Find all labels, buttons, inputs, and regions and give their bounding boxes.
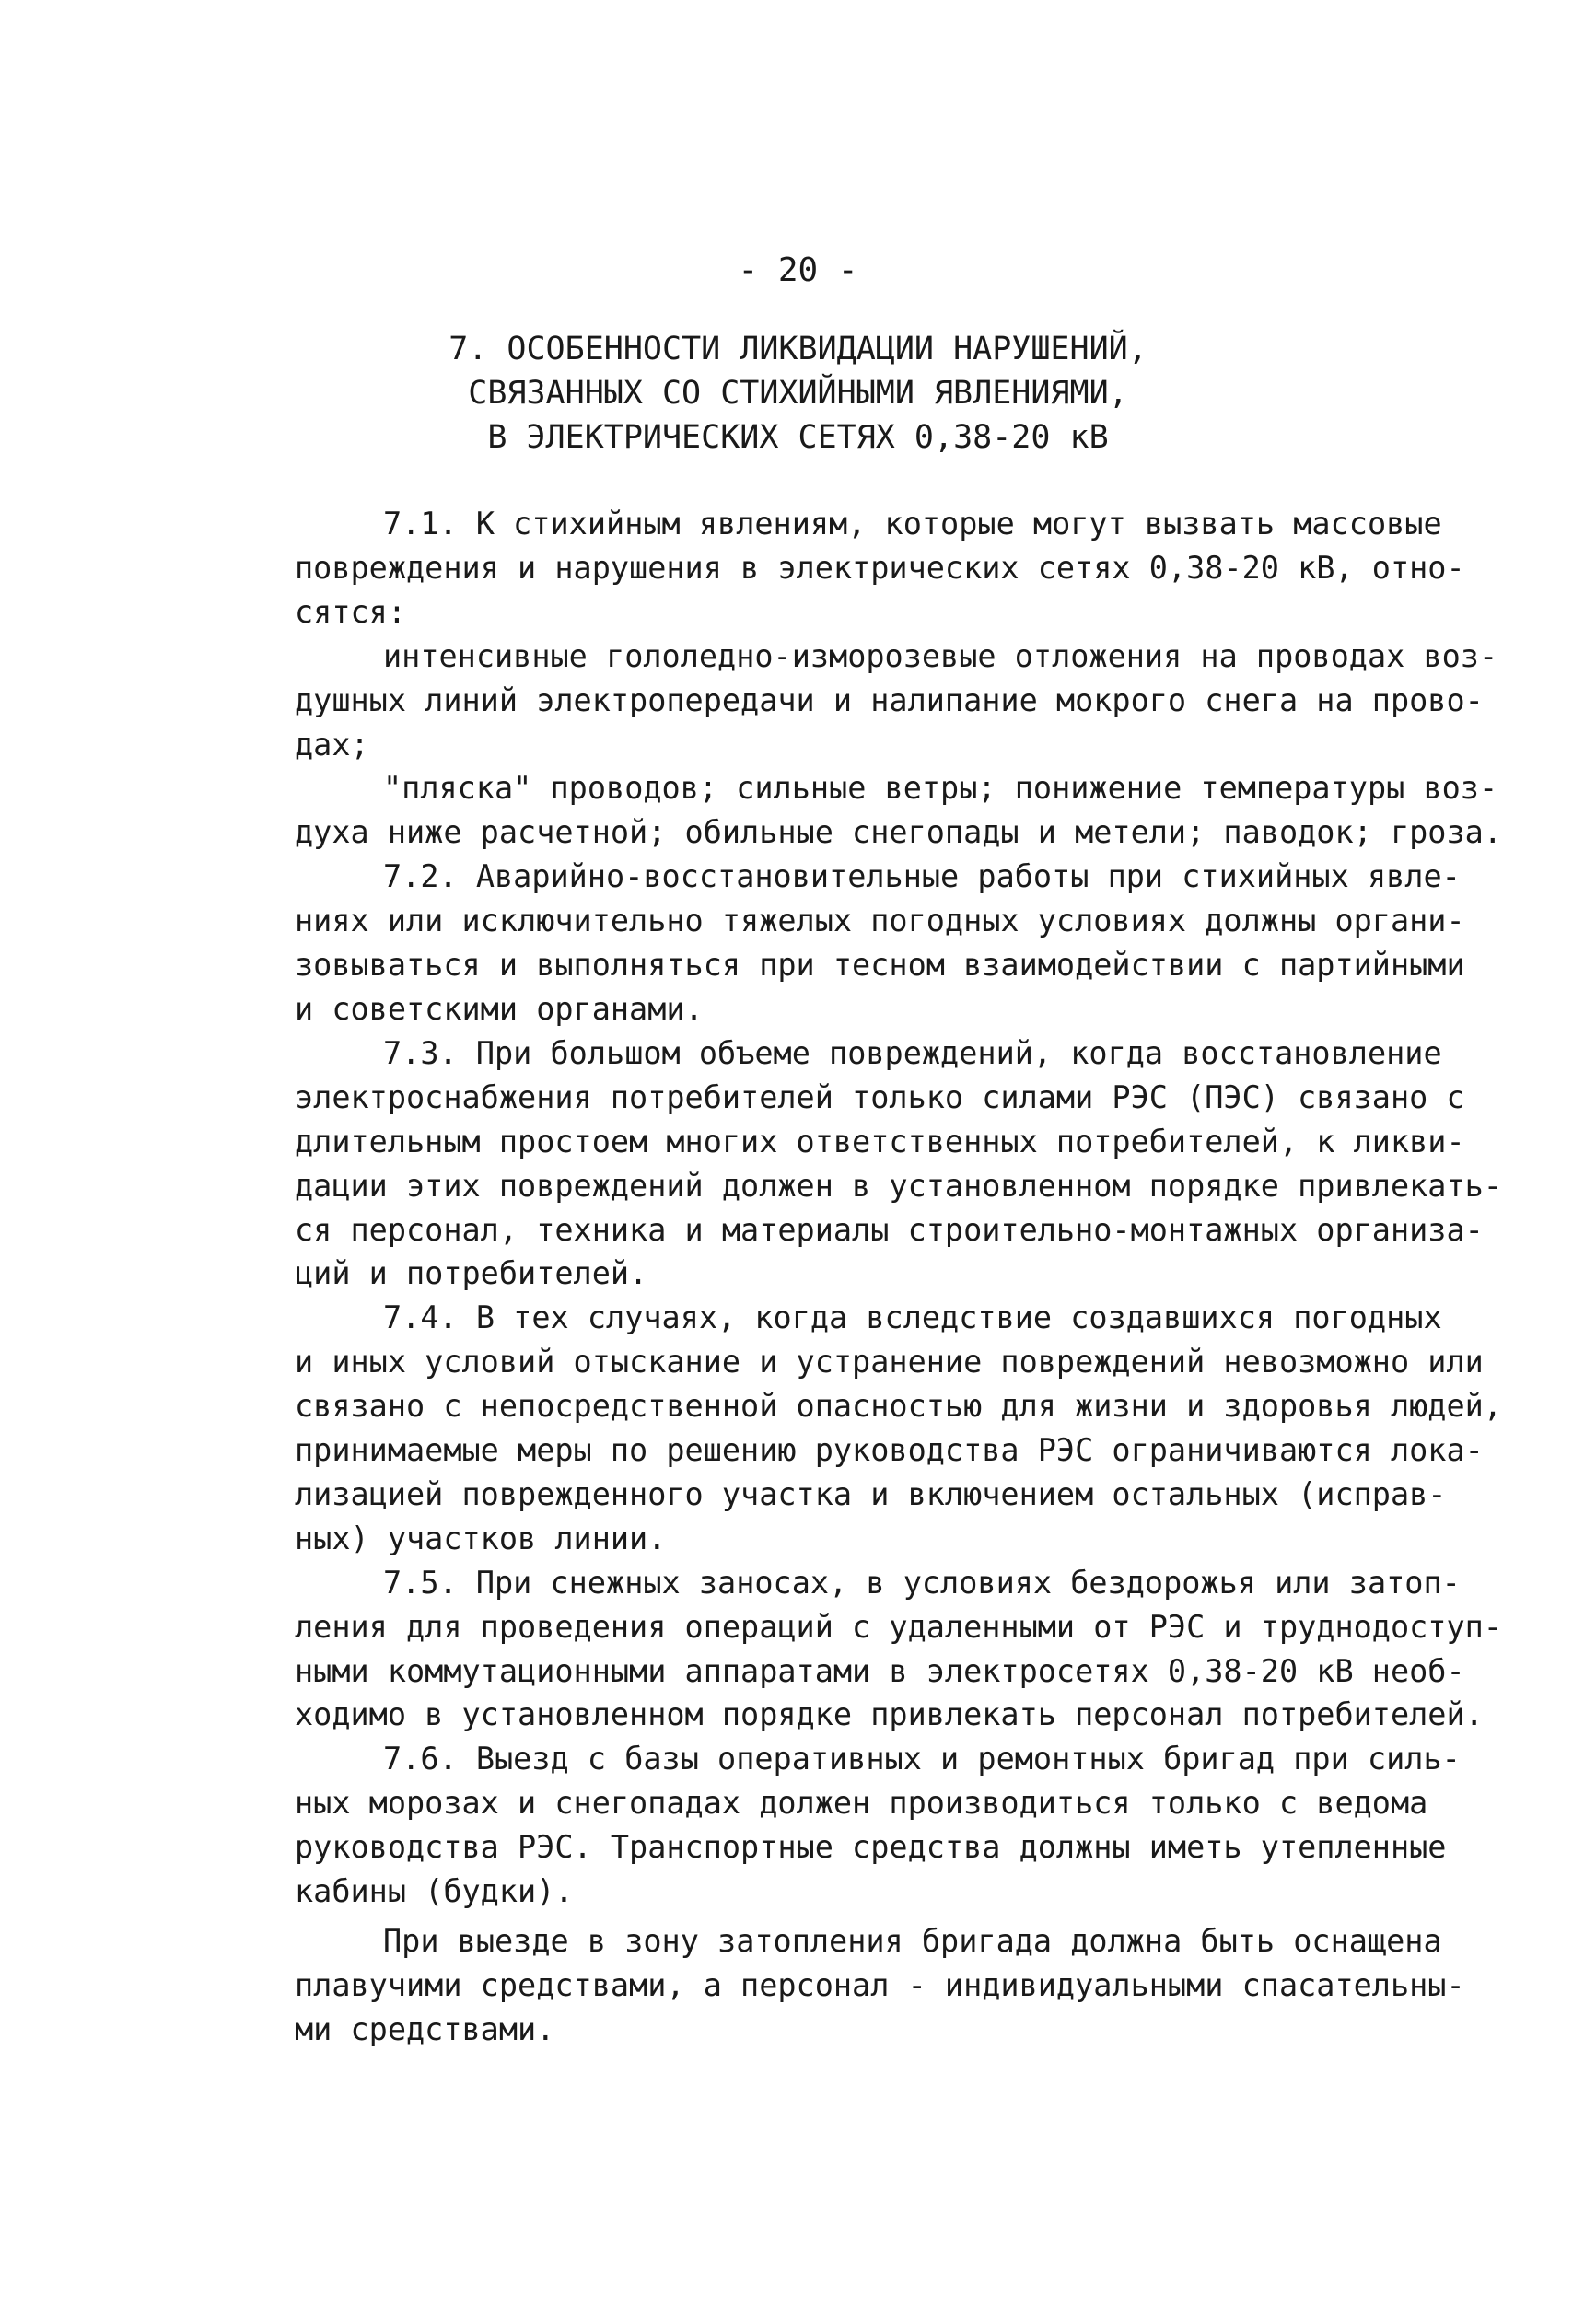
paragraph-7-1 — [295, 502, 1492, 635]
text-line: ных) участков линии. — [295, 1520, 667, 1556]
text-line: дации этих повреждений должен в установленном порядке привлекать- — [295, 1167, 1502, 1204]
text-line: руководства РЭС. Транспортные средства должны иметь утепленные — [295, 1829, 1447, 1866]
text-line: и советскими органами. — [295, 990, 704, 1027]
paragraph-7-6 — [295, 1737, 1492, 1914]
text-line: ных морозах и снегопадах должен производиться только с ведома — [295, 1785, 1428, 1822]
text-line: 7.3. При большом объеме повреждений, когда восстановление — [383, 1034, 1442, 1071]
paragraph-7-5 — [295, 1561, 1502, 1738]
text-line: душных линий электропередачи и налипание мокрого снега на прово- — [295, 682, 1484, 718]
section-title-line: СВЯЗАННЫХ СО СТИХИЙНЫМИ ЯВЛЕНИЯМИ, — [468, 375, 1128, 412]
section-title-line: 7. ОСОБЕННОСТИ ЛИКВИДАЦИИ НАРУШЕНИЙ, — [449, 331, 1147, 367]
text-line: плавучими средствами, а персонал - индивидуальными спасательны- — [295, 1966, 1465, 2003]
paragraph-icing — [295, 635, 1498, 767]
text-line: ций и потребителей. — [295, 1255, 648, 1292]
text-line: повреждения и нарушения в электрических сетях 0,38-20 кВ, отно- — [295, 549, 1465, 586]
text-line: лизацией поврежденного участка и включением остальных (исправ- — [295, 1475, 1447, 1512]
page-number: - 20 - — [738, 251, 858, 289]
section-title — [0, 327, 1596, 460]
text-line: ниях или исключительно тяжелых погодных условиях должны органи- — [295, 903, 1465, 939]
paragraph-7-2 — [295, 855, 1492, 1031]
text-line: При выезде в зону затопления бригада должна быть оснащена — [383, 1923, 1442, 1959]
text-line: 7.4. В тех случаях, когда вследствие создавшихся погодных — [383, 1299, 1442, 1336]
text-line: ся персонал, техника и материалы строительно-монтажных организа- — [295, 1211, 1484, 1248]
text-line: ными коммутационными аппаратами в электросетях 0,38-20 кВ необ- — [295, 1652, 1465, 1689]
section-title-line: В ЭЛЕКТРИЧЕСКИХ СЕТЯХ 0,38-20 кВ — [487, 419, 1109, 456]
paragraph-galloping — [295, 766, 1502, 855]
paragraph-7-3 — [295, 1031, 1502, 1296]
text-line: ления для проведения операций с удаленными от РЭС и труднодоступ- — [295, 1608, 1502, 1645]
text-line: принимаемые меры по решению руководства РЭС ограничиваются лока- — [295, 1432, 1484, 1469]
text-line: сятся: — [295, 593, 407, 630]
text-line: длительным простоем многих ответственных потребителей, к ликви- — [295, 1123, 1465, 1159]
text-line: электроснабжения потребителей только силами РЭС (ПЭС) связано с — [295, 1078, 1465, 1115]
text-line: дах; — [295, 726, 369, 763]
text-line: ми средствами. — [295, 2010, 555, 2047]
text-line: кабины (будки). — [295, 1873, 574, 1910]
text-line: духа ниже расчетной; обильные снегопады и метели; паводок; гроза. — [295, 814, 1502, 851]
text-line: ходимо в установленном порядке привлекать персонал потребителей. — [295, 1696, 1484, 1733]
text-line: 7.5. При снежных заносах, в условиях бездорожья или затоп- — [383, 1564, 1461, 1601]
text-line: зовываться и выполняться при тесном взаимодействии с партийными — [295, 947, 1465, 984]
text-line: 7.2. Аварийно-восстановительные работы при стихийных явле- — [383, 858, 1461, 895]
paragraph-7-4 — [295, 1296, 1502, 1560]
text-line: связано с непосредственной опасностью для жизни и здоровья людей, — [295, 1388, 1502, 1425]
text-line: 7.1. К стихийным явлениям, которые могут вызвать массовые — [383, 506, 1442, 542]
text-line: 7.6. Выезд с базы оперативных и ремонтных бригад при силь- — [383, 1741, 1461, 1777]
text-line: интенсивные гололедно-изморозевые отложения на проводах воз- — [383, 637, 1498, 674]
document-body — [295, 502, 1502, 2052]
text-line: и иных условий отыскание и устранение повреждений невозможно или — [295, 1344, 1484, 1381]
text-line: "пляска" проводов; сильные ветры; понижение температуры воз- — [383, 770, 1498, 807]
paragraph-flood-equipment — [295, 1919, 1492, 2052]
